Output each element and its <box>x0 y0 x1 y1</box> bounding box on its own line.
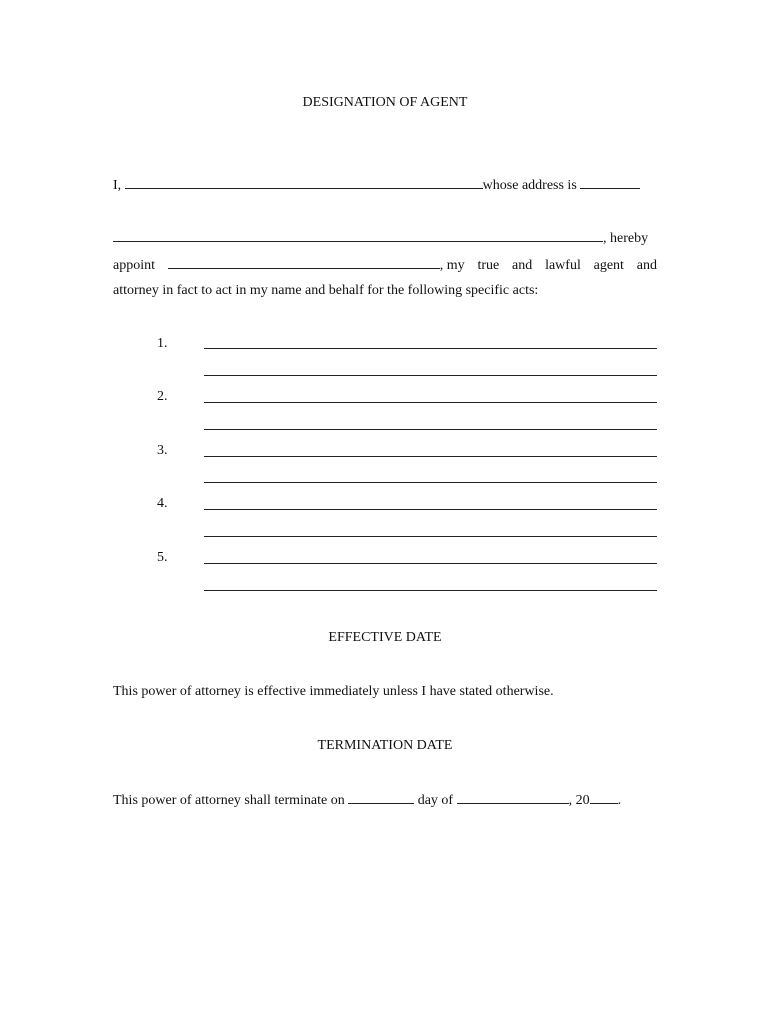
act-4-line-a[interactable] <box>204 509 657 510</box>
act-1-line-a[interactable] <box>204 348 657 349</box>
act-number-4: 4. <box>157 496 168 511</box>
act-5-line-b[interactable] <box>204 590 657 591</box>
address-blank-2[interactable] <box>113 229 603 242</box>
address-label: whose address is <box>482 178 577 193</box>
appoint-text: appoint <box>113 258 155 273</box>
my-text: , my <box>439 258 465 273</box>
effective-date-text: This power of attorney is effective immediately unless I have stated otherwise. <box>113 684 554 699</box>
hereby-text: , hereby <box>603 231 649 246</box>
act-number-2: 2. <box>157 389 168 404</box>
act-number-1: 1. <box>157 336 168 351</box>
termination-prefix: This power of attorney shall terminate on <box>113 793 345 808</box>
act-number-5: 5. <box>157 550 168 565</box>
termination-line <box>113 791 621 809</box>
act-3-line-a[interactable] <box>204 456 657 457</box>
termination-month-blank[interactable] <box>457 791 569 804</box>
act-3-line-b[interactable] <box>204 482 657 483</box>
intro-line-2 <box>113 229 648 247</box>
document-title: DESIGNATION OF AGENT <box>302 95 468 110</box>
true-text: true <box>477 258 500 273</box>
lawful-text: lawful <box>545 258 581 273</box>
act-5-line-a[interactable] <box>204 563 657 564</box>
agent-text: agent <box>593 258 624 273</box>
address-blank-1[interactable] <box>580 176 640 189</box>
name-blank[interactable] <box>125 176 483 189</box>
intro-line-4: attorney in fact to act in my name and behalf for the following specific acts: <box>113 283 539 298</box>
period-text: . <box>617 793 622 808</box>
and-text-2: and <box>636 258 657 273</box>
act-2-line-b[interactable] <box>204 429 657 430</box>
i-label: I, <box>113 178 122 193</box>
effective-date-heading: EFFECTIVE DATE <box>328 630 442 645</box>
act-4-line-b[interactable] <box>204 536 657 537</box>
act-1-line-b[interactable] <box>204 375 657 376</box>
and-text-1: and <box>512 258 533 273</box>
intro-line-3 <box>113 256 657 274</box>
act-number-3: 3. <box>157 443 168 458</box>
termination-year-blank[interactable] <box>590 791 618 804</box>
agent-name-blank[interactable] <box>168 256 440 269</box>
day-of-text: day of <box>417 793 454 808</box>
intro-line-1 <box>113 176 640 194</box>
year-prefix: , 20 <box>568 793 590 808</box>
act-2-line-a[interactable] <box>204 402 657 403</box>
termination-date-heading: TERMINATION DATE <box>317 738 453 753</box>
termination-day-blank[interactable] <box>348 791 414 804</box>
